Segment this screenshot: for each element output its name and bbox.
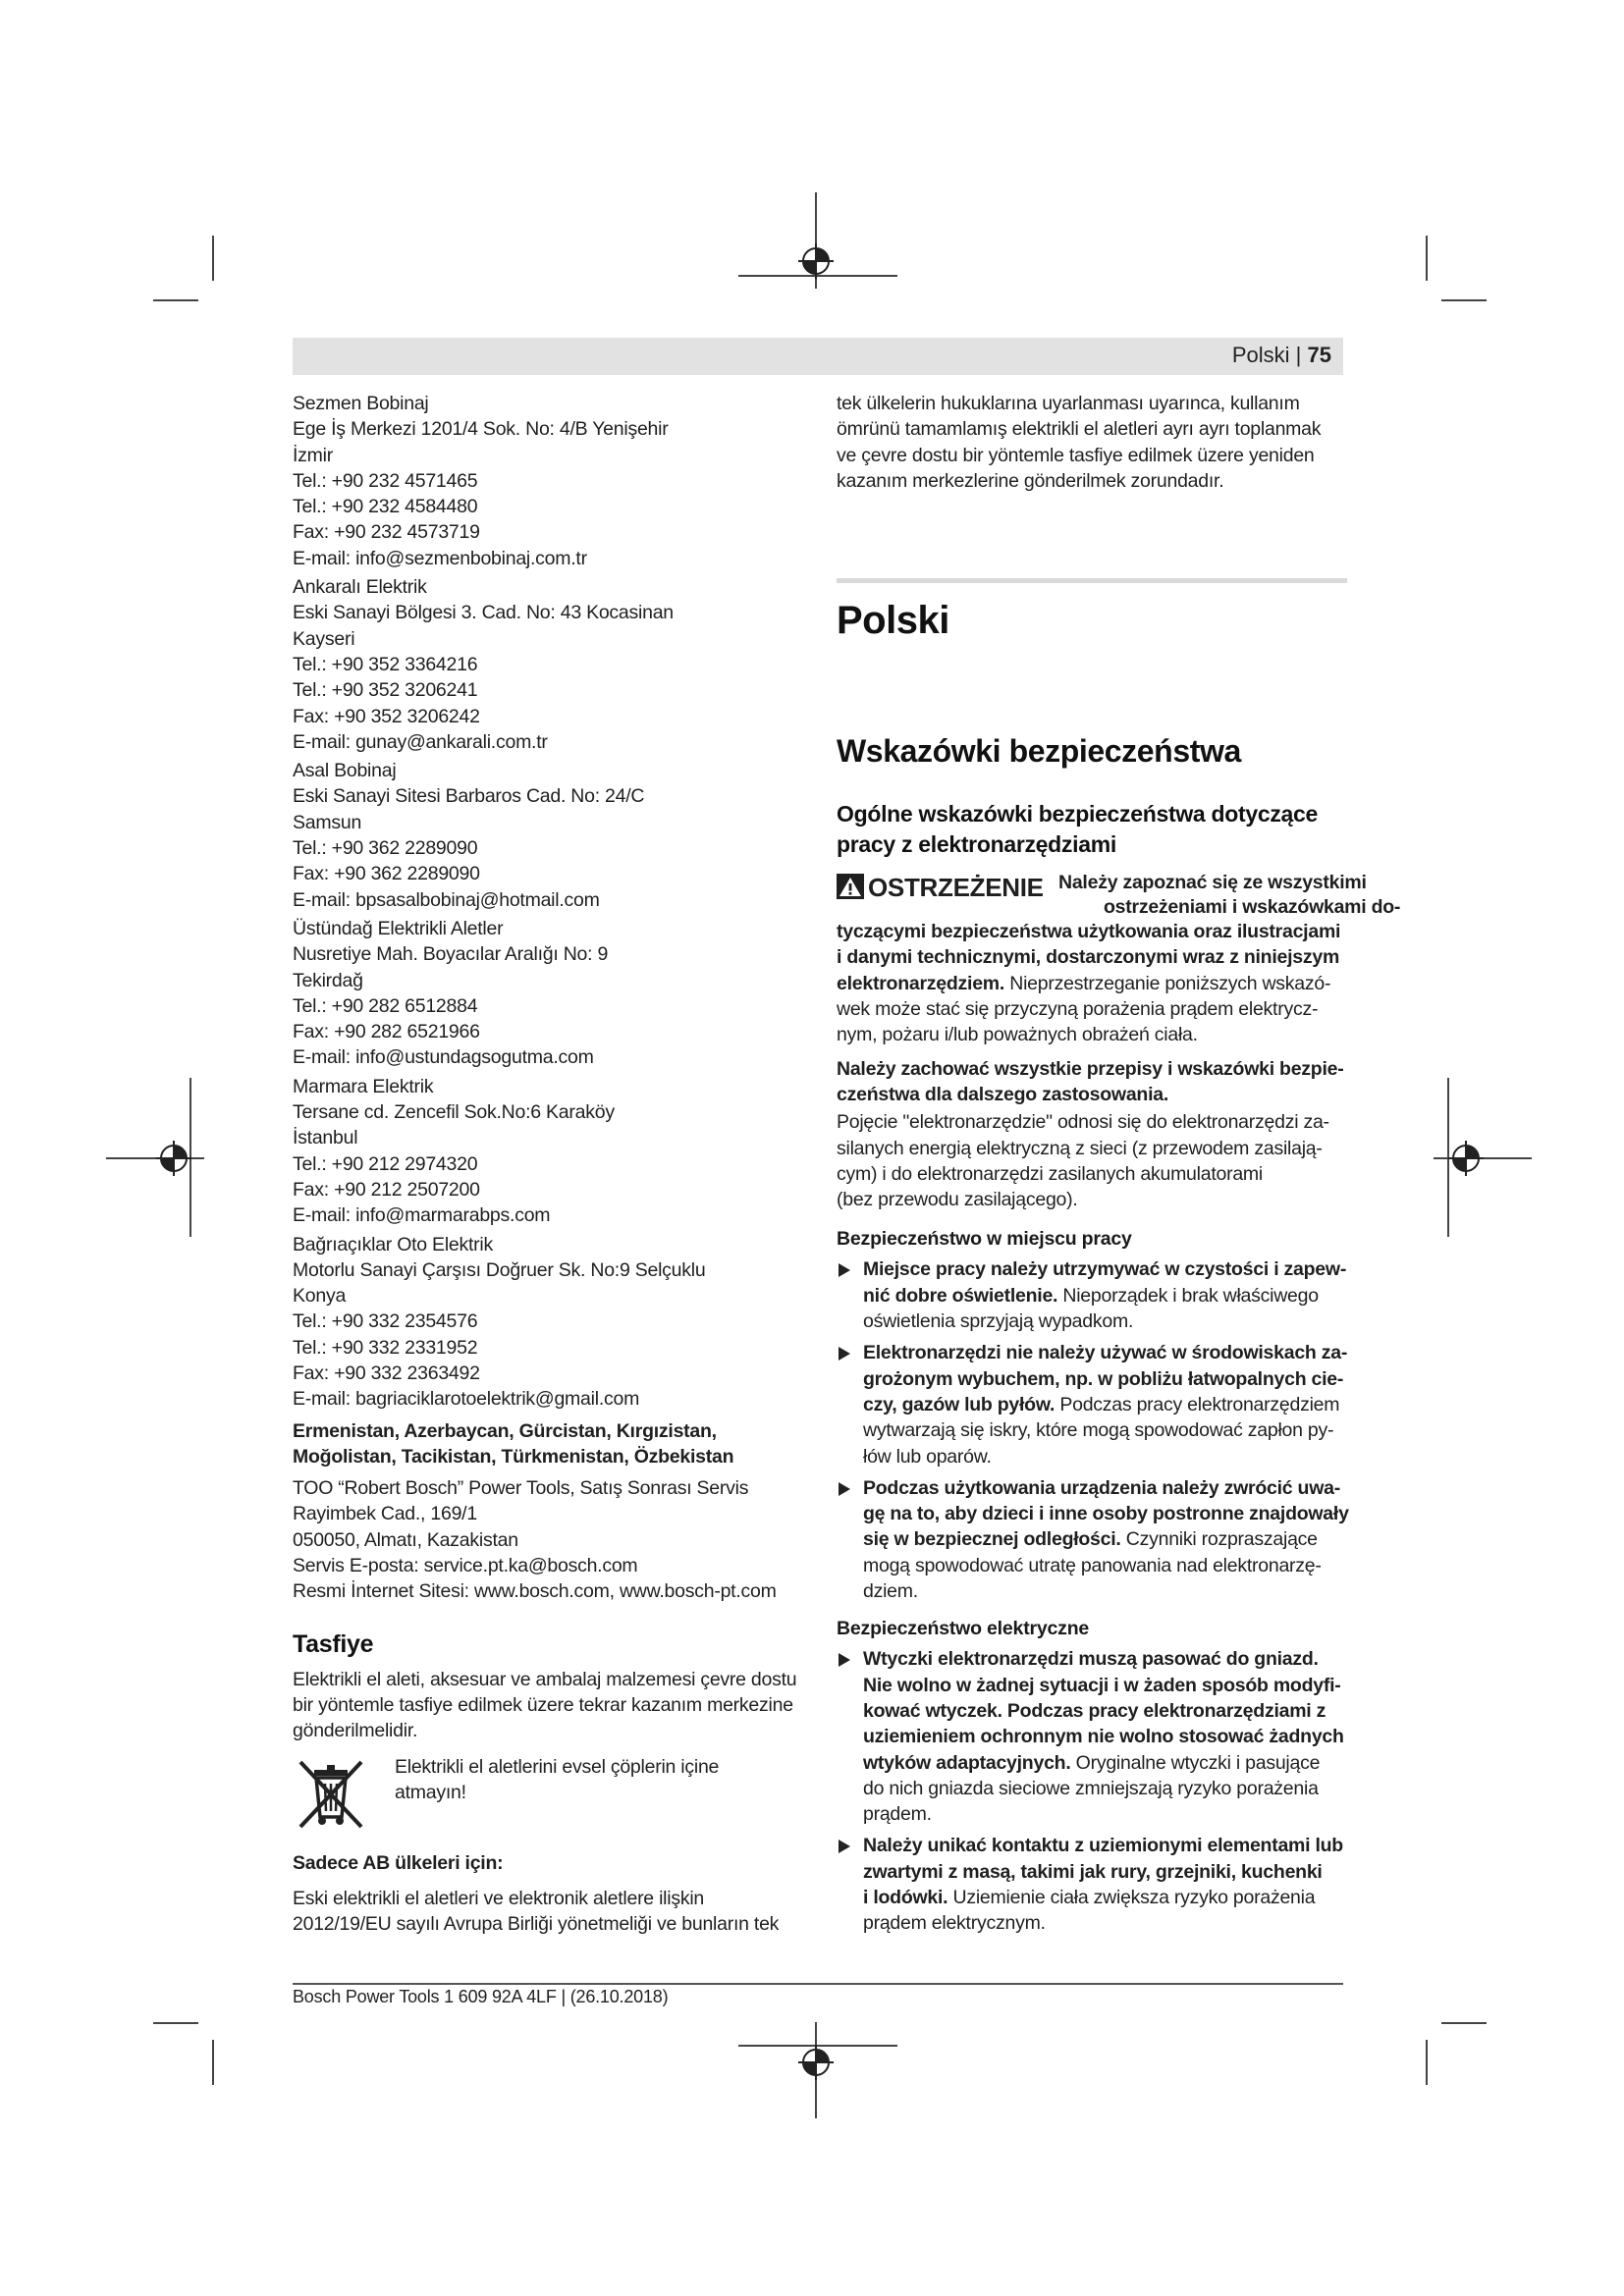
address-line: Tel.: +90 362 2289090 — [293, 837, 478, 860]
page-footer: Bosch Power Tools 1 609 92A 4LF | (26.10.2018) — [293, 1987, 669, 2006]
service-address-block — [293, 916, 803, 1071]
address-line: Tel.: +90 232 4571465 — [293, 469, 478, 492]
warning-paragraph: tyczącymi bezpieczeństwa użytkowania oraz ilustracjami i danymi technicznymi, dostarczonymi wraz z niniejszym elektronarzędziem. Nieprzestrzeganie poniższych wskazó- wek może stać się przyczyną porażenia prądem elektrycz- nym, pożaru i/lub poważnych obrażeń ciała. — [837, 921, 1341, 1046]
region-heading: Ermenistan, Azerbaycan, Gürcistan, Kırgızistan, Moğolistan, Tacikistan, Türkmenistan, Özbekistan — [293, 1419, 734, 1468]
crop-mark-bottom-right-horizontal — [1441, 2022, 1487, 2024]
service-address-block — [293, 574, 803, 755]
address-line: Fax: +90 332 2363492 — [293, 1362, 480, 1384]
service-center-name: Sezmen Bobinaj — [293, 393, 429, 414]
service-address-block — [293, 758, 803, 913]
section-divider — [837, 578, 1347, 583]
address-line: E-mail: info@ustundagsogutma.com — [293, 1046, 594, 1069]
crop-mark-bottom-left-vertical — [212, 2040, 214, 2085]
address-line: İzmir — [293, 444, 333, 466]
safety-bullet-item: Należy unikać kontaktu z uziemionymi elementami lub zwartymi z masą, takimi jak rury, grzejniki, kuchenki i lodówki. Uziemienie ciała zwiększa ryzyko porażenia prądem elektrycznym. — [837, 1833, 1347, 1936]
language-section-title: Polski — [837, 599, 949, 643]
warning-block — [837, 870, 1401, 1047]
electrical-safety-list — [837, 1646, 1347, 1936]
tasfiye-paragraph: Elektrikli el aleti, aksesuar ve ambalaj malzemesi çevre dostu bir yöntemle tasfiye edilmek üzere tekrar kazanım merkezine gönderilmelidir. — [293, 1668, 797, 1742]
address-line: Tel.: +90 332 2331952 — [293, 1336, 478, 1359]
address-line: Tersane cd. Zencefil Sok.No:6 Karaköy — [293, 1101, 615, 1124]
address-line: Eski Sanayi Bölgesi 3. Cad. No: 43 Kocasinan — [293, 602, 674, 624]
address-line: Motorlu Sanayi Çarşısı Doğruer Sk. No:9 Selçuklu — [293, 1258, 706, 1281]
crossed-out-wheelie-bin-icon — [293, 1754, 369, 1831]
page-header-bar — [293, 338, 1343, 375]
service-address-block — [293, 1074, 803, 1229]
warning-triangle-icon — [837, 874, 864, 899]
address-line: Tel.: +90 352 3364216 — [293, 653, 478, 675]
address-line: Tel.: +90 212 2974320 — [293, 1152, 478, 1175]
address-line: Konya — [293, 1285, 347, 1308]
general-safety-heading: Ogólne wskazówki bezpieczeństwa dotyczące pracy z elektronarzędziami — [837, 801, 1319, 858]
address-line: E-mail: info@sezmenbobinaj.com.tr — [293, 547, 587, 569]
crop-mark-top-right-horizontal — [1441, 299, 1487, 301]
address-line: Fax: +90 362 2289090 — [293, 863, 480, 885]
bullet-arrow-icon — [839, 1840, 850, 1853]
weee-notice — [293, 1754, 803, 1831]
header-separator: | — [1289, 343, 1308, 367]
address-line: Fax: +90 212 2507200 — [293, 1178, 480, 1201]
address-line: Samsun — [293, 811, 362, 833]
address-line: E-mail: bpsasalbobinaj@hotmail.com — [293, 888, 600, 911]
address-line: Tel.: +90 332 2354576 — [293, 1310, 478, 1333]
electrical-safety-heading: Bezpieczeństwo elektryczne — [837, 1618, 1090, 1640]
ab-countries-paragraph: Eski elektrikli el aletleri ve elektronik aletlere ilişkin 2012/19/EU sayılı Avrupa Birliği yönetmeliği ve bunların tek — [293, 1887, 780, 1936]
address-line: Fax: +90 232 4573719 — [293, 521, 480, 544]
disposal-continuation: tek ülkelerin hukuklarına uyarlanması uyarınca, kullanım ömrünü tamamlamış elektrikli el aletleri ayrı ayrı toplanmak ve çevre dostu bir yöntemle tasfiye edilmek üzere yeniden kazanım merkezlerine gönderilmek zorundadır. — [837, 393, 1322, 492]
address-line: Tel.: +90 282 6512884 — [293, 994, 478, 1017]
bullet-arrow-icon — [839, 1482, 850, 1496]
address-line: E-mail: bagriaciklarotoelektrik@gmail.com — [293, 1388, 640, 1411]
service-center-name: Marmara Elektrik — [293, 1075, 434, 1097]
service-address-block — [293, 1232, 803, 1413]
region-service-address: TOO “Robert Bosch” Power Tools, Satış Sonrası Servis Rayimbek Cad., 169/1 050050, Almatı, Kazakistan Servis E-posta: service.pt.ka@bosch.com Resmi İnternet Sitesi: www.bosch.com, www.bosch-pt.com — [293, 1477, 777, 1603]
safety-bullet-item: Miejsce pracy należy utrzymywać w czystości i zapew- nić dobre oświetlenie. Nieporządek i brak właściwego oświetlenia sprzyjają wypadkom. — [837, 1256, 1347, 1334]
workplace-safety-list — [837, 1256, 1347, 1604]
safety-bullet-item: Elektronarzędzi nie należy używać w środowiskach za- grożonym wybuchem, np. w pobliżu łatwopalnych cie- czy, gazów lub pyłów. Podczas pracy elektronarzędziem wytwarzają się iskry, które mogą spowodować zapłon py- łów lub oparów. — [837, 1340, 1347, 1468]
address-line: Eski Sanayi Sitesi Barbaros Cad. No: 24/C — [293, 785, 645, 808]
left-column — [293, 391, 803, 1937]
weee-text: Elektrikli el aletlerini evsel çöplerin içine atmayın! — [395, 1755, 720, 1803]
service-address-list — [293, 391, 803, 1413]
crop-mark-bottom-left-horizontal — [153, 2022, 198, 2024]
crop-mark-bottom-right-vertical — [1426, 2040, 1428, 2085]
address-line: Fax: +90 282 6521966 — [293, 1021, 480, 1043]
address-line: Tel.: +90 232 4584480 — [293, 496, 478, 518]
address-line: E-mail: gunay@ankarali.com.tr — [293, 730, 548, 753]
power-tool-definition: Pojęcie "elektronarzędzie" odnosi się do elektronarzędzi za- silanych energią elektryczną z sieci (z przewodem zasilają- cym) i do elektronarzędzi zasilanych akumulatorami (bez przewodu zasilającego). — [837, 1111, 1329, 1211]
warning-text-line-2: ostrzeżeniami i wskazówkami do- — [1104, 896, 1401, 919]
address-line: İstanbul — [293, 1127, 358, 1149]
page-header — [1232, 343, 1331, 368]
service-center-name: Ankaralı Elektrik — [293, 576, 427, 599]
warning-text-line-1: Należy zapoznać się ze wszystkimi — [1058, 872, 1367, 894]
header-language: Polski — [1231, 343, 1290, 367]
bullet-arrow-icon — [839, 1347, 850, 1361]
address-line: E-mail: info@marmarabps.com — [293, 1204, 551, 1227]
service-center-name: Üstündağ Elektrikli Aletler — [293, 917, 504, 939]
bullet-arrow-icon — [839, 1653, 850, 1667]
safety-bullet-item: Podczas użytkowania urządzenia należy zwrócić uwa- gę na to, aby dzieci i inne osoby postronne znajdowały się w bezpiecznej odległości. Czynniki rozpraszające mogą spowodować utratę panowania nad elektronarzę- dziem. — [837, 1475, 1347, 1604]
workplace-safety-heading: Bezpieczeństwo w miejscu pracy — [837, 1228, 1132, 1251]
ab-countries-heading: Sadece AB ülkeleri için: — [293, 1851, 504, 1874]
footer-rule — [293, 1983, 1343, 1985]
service-center-name: Bağrıaçıklar Oto Elektrik — [293, 1233, 493, 1255]
address-line: Tel.: +90 352 3206241 — [293, 679, 478, 702]
bullet-arrow-icon — [839, 1263, 850, 1277]
safety-bullet-item: Wtyczki elektronarzędzi muszą pasować do gniazd. Nie wolno w żadnej sytuacji i w żaden sposób modyfi- kować wtyczek. Podczas pracy elektronarzędziami z uziemieniem ochronnym nie wolno stosować żadnych wtyków adaptacyjnych. Oryginalne wtyczki i pasujące do nich gniazda sieciowe zmniejszają ryzyko porażenia prądem. — [837, 1646, 1347, 1827]
address-line: Ege İş Merkezi 1201/4 Sok. No: 4/B Yenişehir — [293, 418, 669, 441]
crop-mark-top-right-vertical — [1426, 236, 1428, 281]
tasfiye-heading: Tasfiye — [293, 1629, 374, 1658]
keep-instructions-note: Należy zachować wszystkie przepisy i wskazówki bezpie- czeństwa dla dalszego zastosowania. — [837, 1057, 1344, 1105]
page-number: 75 — [1307, 343, 1331, 367]
service-center-name: Asal Bobinaj — [293, 760, 397, 782]
address-line: Fax: +90 352 3206242 — [293, 705, 480, 727]
registration-target-icon — [156, 1141, 191, 1176]
registration-target-icon — [798, 243, 834, 279]
warning-label: OSTRZEŻENIE — [868, 873, 1044, 903]
registration-target-icon — [1448, 1141, 1484, 1176]
service-address-block — [293, 391, 803, 571]
crop-mark-top-left-vertical — [212, 236, 214, 281]
right-column — [837, 391, 1401, 1943]
safety-instructions-heading: Wskazówki bezpieczeństwa — [837, 733, 1241, 770]
registration-target-icon — [798, 2045, 834, 2080]
address-line: Kayseri — [293, 627, 355, 650]
address-line: Nusretiye Mah. Boyacılar Aralığı No: 9 — [293, 943, 609, 966]
crop-mark-top-left-horizontal — [153, 299, 198, 301]
address-line: Tekirdağ — [293, 969, 363, 991]
